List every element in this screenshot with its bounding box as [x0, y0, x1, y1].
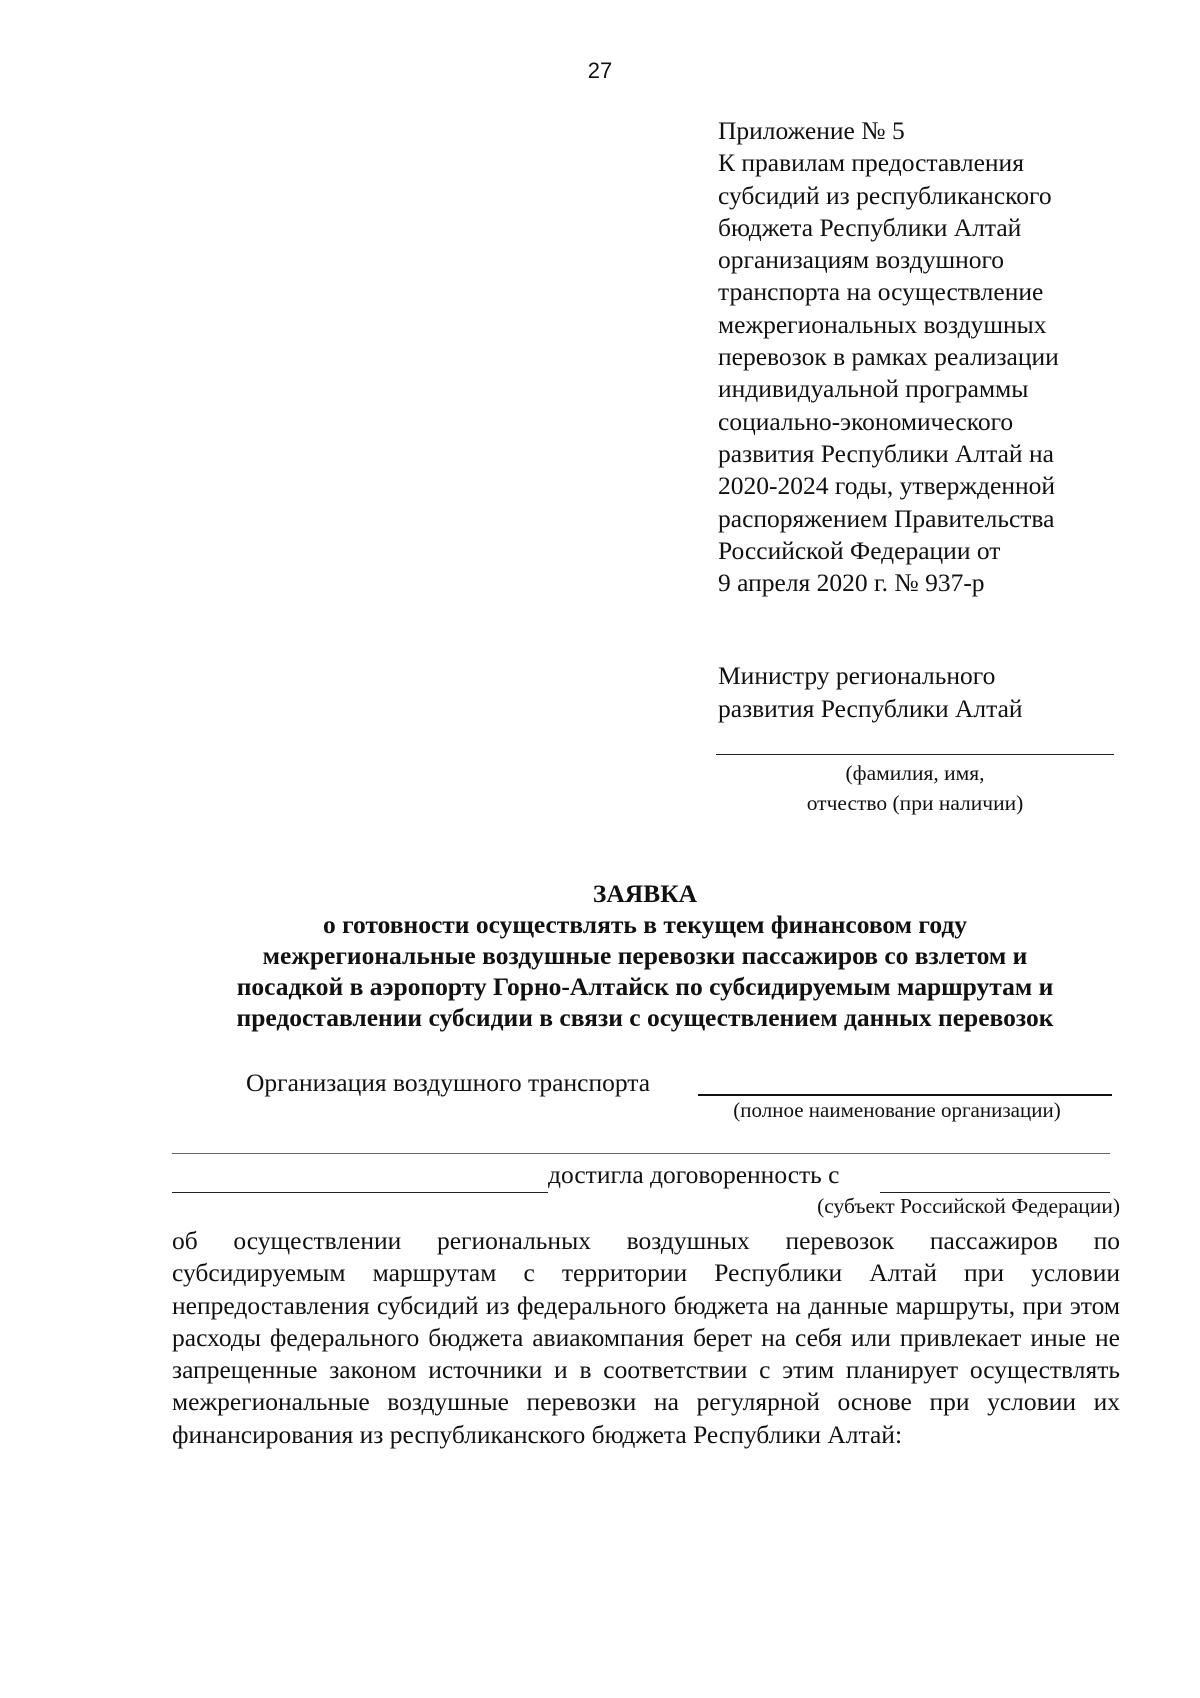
- annex-line: 9 апреля 2020 г. № 937-р: [718, 568, 985, 598]
- org-label: Организация воздушного транспорта: [246, 1068, 651, 1097]
- name-hint-line: отчество (при наличии): [806, 791, 1024, 815]
- org-continuation-line: [172, 1153, 1110, 1154]
- annex-line: бюджета Республики Алтай: [718, 212, 1022, 242]
- addressee-line: Министру регионального: [718, 661, 996, 690]
- addressee-block: [718, 660, 1023, 725]
- annex-line: организациям воздушного: [718, 245, 1005, 275]
- name-hint-line: (фамилия, имя,: [845, 761, 985, 785]
- annex-line: 2020-2024 годы, утвержденной: [718, 471, 1056, 501]
- document-title: [0, 878, 1200, 1033]
- annex-line: Российской Федерации от: [718, 535, 1001, 565]
- annex-line: развития Республики Алтай на: [718, 438, 1054, 468]
- page-number: 27: [587, 58, 613, 83]
- annex-line: транспорта на осуществление: [718, 277, 1044, 307]
- name-hint: [716, 758, 1114, 818]
- title-line: межрегиональные воздушные перевозки пассажиров со взлетом и: [262, 941, 1028, 970]
- annex-line: социально-экономического: [718, 406, 1014, 436]
- body-paragraph: об осуществлении региональных воздушных перевозок пассажиров по субсидируемым маршрутам с территории Республики Алтай при условии непредоставления субсидий из федерального бюджета на данные маршруты, при этом расходы федерального бюджета авиакомпания берет на себя или привлекает иные не запрещенные законом источники и в соответствии с этим планирует осуществлять межрегиональные воздушные перевозки на регулярной основе при условии их финансирования из республиканского бюджета Республики Алтай:: [172, 1226, 1120, 1449]
- addressee-line: развития Республики Алтай: [718, 693, 1023, 723]
- annex-block: [718, 115, 1059, 599]
- subject-hint: (субъект Российской Федерации): [817, 1194, 1120, 1218]
- annex-line: Приложение № 5: [718, 116, 905, 145]
- title-line: предоставлении субсидии в связи с осуществлением данных перевозок: [236, 1003, 1054, 1032]
- annex-line: межрегиональных воздушных: [718, 309, 1047, 339]
- title-line: посадкой в аэропорту Горно-Алтайск по субсидируемым маршрутам и: [236, 972, 1054, 1001]
- annex-line: К правилам предоставления: [718, 148, 1024, 178]
- annex-line: индивидуальной программы: [718, 374, 1029, 404]
- annex-line: распоряжением Правительства: [718, 503, 1055, 533]
- agreed-label: достигла договоренность с: [548, 1160, 840, 1189]
- org-hint: (полное наименование организации): [733, 1098, 1061, 1122]
- title-line: о готовности осуществлять в текущем финансовом году: [322, 910, 968, 939]
- org-name-fill-line: [172, 1192, 548, 1193]
- annex-line: перевозок в рамках реализации: [718, 342, 1059, 372]
- annex-line: субсидий из республиканского: [718, 180, 1052, 210]
- title-heading: ЗАЯВКА: [592, 879, 698, 908]
- name-fill-line: [716, 754, 1114, 755]
